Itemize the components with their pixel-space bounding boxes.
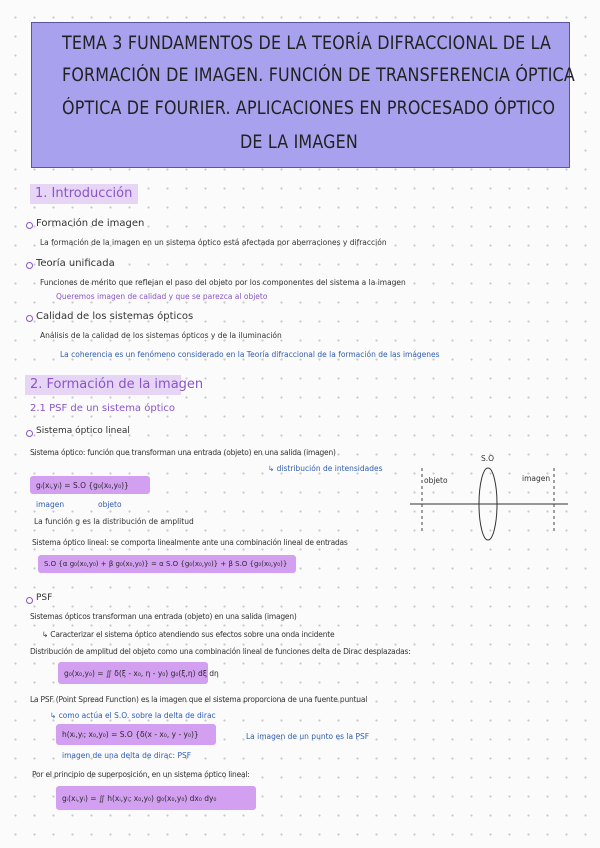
diagram-imagen-label: imagen [522,474,551,483]
formula-3: g₀(x₀,y₀) = ∬ δ(ξ - x₀, η - y₀) g₀(ξ,η) dξ dη [58,662,208,684]
linear-definition-text: Sistema óptico lineal: se comporta linealmente ante una combinación lineal de entradas [32,538,348,547]
section-2-subheading: 2.1 PSF de un sistema óptico [30,403,176,414]
psf-note-content: como actúa el S.O. sobre la delta de dirac [58,711,216,720]
formula-2: S.O {α g₀(x₀,y₀) + β g₀(x₀,y₀)} = α S.O {g₀(x₀,y₀)} + β S.O {g₀(x₀,y₀)} [38,555,296,573]
psf-under-note: imagen de una delta de dirac: PSF [62,751,192,760]
formula-4: h(xᵢ,yᵢ; x₀,y₀) = S.O {δ(x - x₀, y - y₀)} [56,724,216,745]
bullet-icon [26,430,33,437]
definition-text: Sistema óptico: función que transforman una entrada (objeto) en una salida (imagen) [30,448,336,457]
label-imagen: imagen [36,500,65,509]
psf-side-note: La imagen de un punto es la PSF [246,732,370,741]
bullet-label-teoria: Teoría unificada [36,258,115,269]
title-line-4: DE LA IMAGEN [240,132,358,153]
bullet-text-formacion: La formación de la imagen en un sistema óptico está afectada por aberraciones y difracción [40,238,387,247]
definition-arrow-note: ↳ distribución de intensidades [268,464,383,473]
definition-arrow-note-text: distribución de intensidades [276,464,383,473]
title-box [31,22,575,168]
formula-5: gᵢ(xᵢ,yᵢ) = ∬ h(xᵢ,yᵢ; x₀,y₀) g₀(x₀,y₀) dx₀ dy₀ [56,786,256,810]
bullet-label-calidad: Calidad de los sistemas ópticos [36,311,194,322]
psf-text-4: La PSF (Point Spread Function) es la imagen que el sistema proporciona de una fuente puntual [30,695,368,704]
section-2-heading: 2. Formación de la imagen [30,377,204,392]
bullet-note-teoria: Queremos imagen de calidad y que se parezca al objeto [56,292,268,301]
psf-note: ↳ como actúa el S.O. sobre la delta de dirac [50,711,216,720]
g-function-text: La función g es la distribución de amplitud [34,517,194,526]
psf-text-2: ↳ Caracterizar el sistema óptico atendiendo sus efectos sobre una onda incidente [42,630,335,639]
bullet-text-teoria: Funciones de mérito que reflejan el paso del objeto por los componentes del sistema a la imagen [40,278,406,287]
diagram-objeto-label: objeto [424,476,448,485]
psf-label: PSF [36,593,53,603]
bullet-icon [26,597,33,604]
linear-system-label: Sistema óptico lineal [36,426,130,436]
superposition-text: Por el principio de superposición, en un sistema óptico lineal: [32,770,250,779]
psf-text-3: Distribución de amplitud del objeto como una combinación lineal de funciones delta de Dirac desplazadas: [30,647,411,656]
label-objeto: objeto [98,500,122,509]
optical-system-diagram [410,450,570,550]
bullet-icon [26,222,33,229]
title-line-2: FORMACIÓN DE IMAGEN. FUNCIÓN DE TRANSFERENCIA ÓPTICA [62,65,575,86]
bullet-note-calidad: La coherencia es un fenómeno considerado en la Teoría difraccional de la formación de las imágenes [60,350,440,359]
bullet-label-formacion: Formación de imagen [36,218,145,229]
bullet-text-calidad: Análisis de la calidad de los sistemas ópticos y de la iluminación [40,331,282,340]
psf-text-2-content: Caracterizar el sistema óptico atendiendo sus efectos sobre una onda incidente [50,630,335,639]
psf-text-1: Sistemas ópticos transforman una entrada (objeto) en una salida (imagen) [30,612,297,621]
diagram-so-label: S.O [481,454,495,463]
title-line-1: TEMA 3 FUNDAMENTOS DE LA TEORÍA DIFRACCIONAL DE LA [62,33,552,54]
bullet-icon [26,262,33,269]
title-line-3: ÓPTICA DE FOURIER. APLICACIONES EN PROCESADO ÓPTICO [62,98,556,119]
formula-1: gᵢ(xᵢ,yᵢ) = S.O {g₀(x₀,y₀)} [30,476,150,494]
section-1-heading: 1. Introducción [35,186,133,201]
bullet-icon [26,315,33,322]
